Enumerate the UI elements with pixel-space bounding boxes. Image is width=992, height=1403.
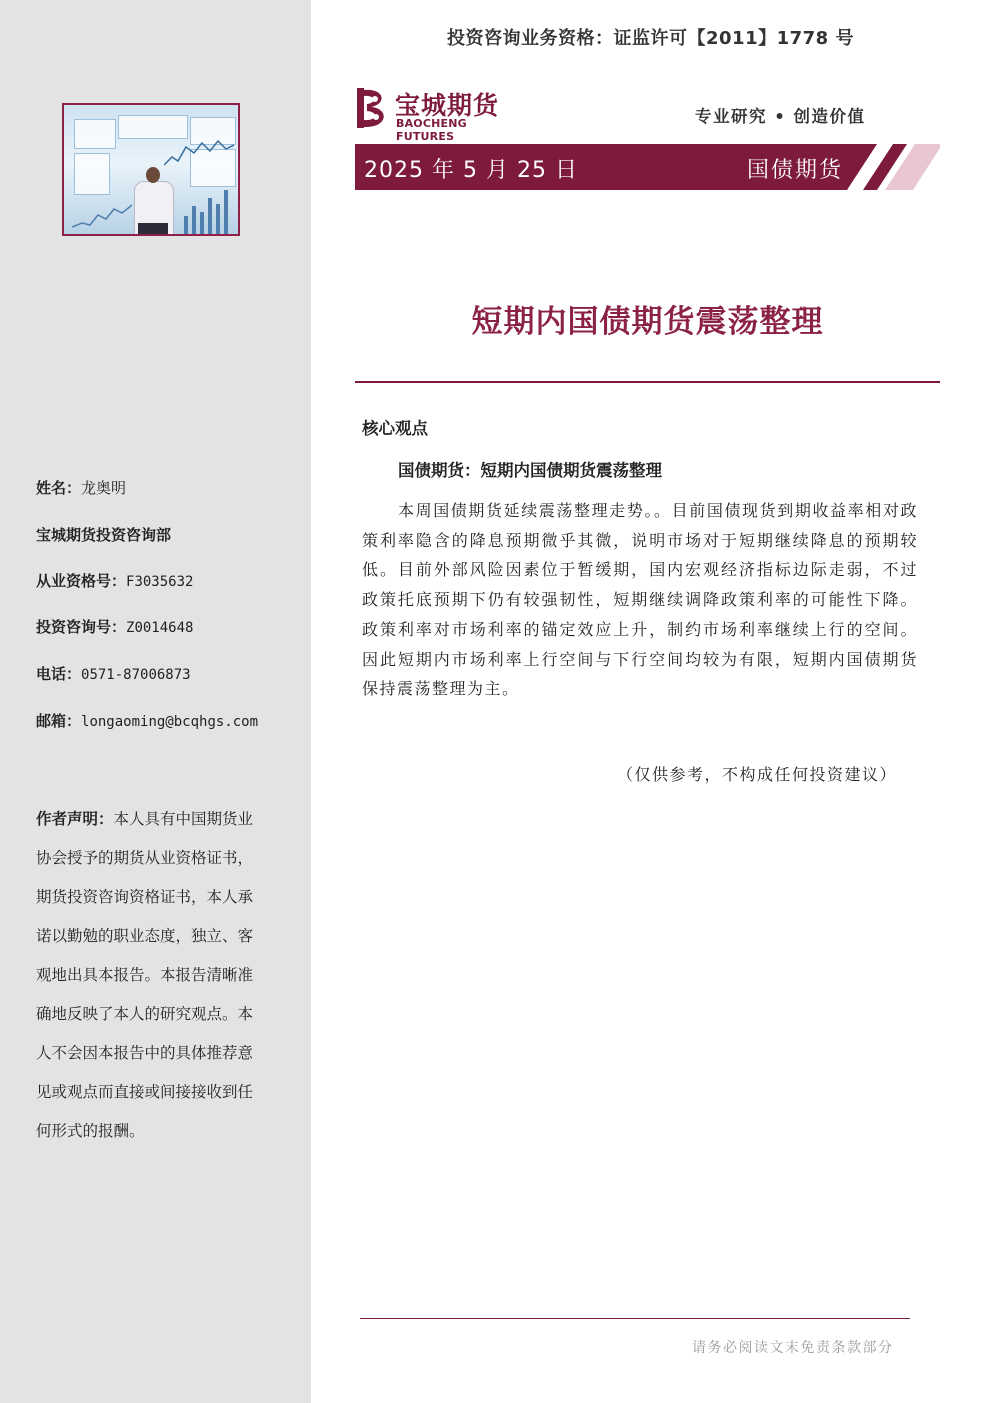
report-category: 国债期货 [747,158,844,183]
analyst-email: 邮箱：longaoming@bcqhgs.com [36,712,259,730]
footer-text: 请务必阅读文末免责条款部分 [692,1340,894,1356]
sub-heading: 国债期货：短期内国债期货震荡整理 [398,461,662,480]
baocheng-b-icon [355,86,391,130]
analyst-department: 宝城期货投资咨询部 [36,526,172,544]
analyst-phone: 电话：0571-87006873 [36,665,191,683]
analyst-qualification: 从业资格号：F3035632 [36,572,194,590]
cover-photo [62,103,240,236]
company-logo [355,86,525,143]
report-title: 短期内国债期货震荡整理 [471,304,824,340]
reference-note: （仅供参考，不构成任何投资建议） [617,765,898,784]
title-divider [355,381,940,383]
sidebar [0,0,311,1403]
analyst-name: 姓名：龙奥明 [36,479,127,497]
report-date: 2025 年 5 月 25 日 [364,158,578,183]
date-banner [355,144,940,190]
logo-english: BAOCHENG FUTURES [396,117,467,143]
report-body: 本周国债期货延续震荡整理走势。。目前国债现货到期收益率相对政策利率隐含的降息预期微乎其微，说明市场对于短期继续降息的预期较低。目前外部风险因素位于暂缓期，国内宏观经济指标边际走弱，不过政策托底预期下仍有较强韧性，短期继续调降政策利率的可能性下降。政策利率对市场利率的锚定效应上升，制约市场利率继续上行的空间。因此短期内市场利率上行空间与下行空间均较为有限，短期内国债期货保持震荡整理为主。 [362,501,918,699]
section-heading: 核心观点 [362,419,428,438]
analyst-consult-number: 投资咨询号：Z0014648 [36,618,194,636]
slogan: 专业研究 • 创造价值 [695,107,866,126]
footer-divider [360,1318,910,1319]
author-statement: 作者声明：本人具有中国期货业协会授予的期货从业资格证书，期货投资咨询资格证书，本人承诺以勤勉的职业态度，独立、客观地出具本报告。本报告清晰准确地反映了本人的研究观点。本人不会因本报告中的具体推荐意见或观点而直接或间接接收到任何形式的报酬。 [36,810,254,1140]
license-line: 投资咨询业务资格：证监许可【2011】1778 号 [447,28,854,49]
logo-chinese: 宝城期货 [395,91,500,120]
